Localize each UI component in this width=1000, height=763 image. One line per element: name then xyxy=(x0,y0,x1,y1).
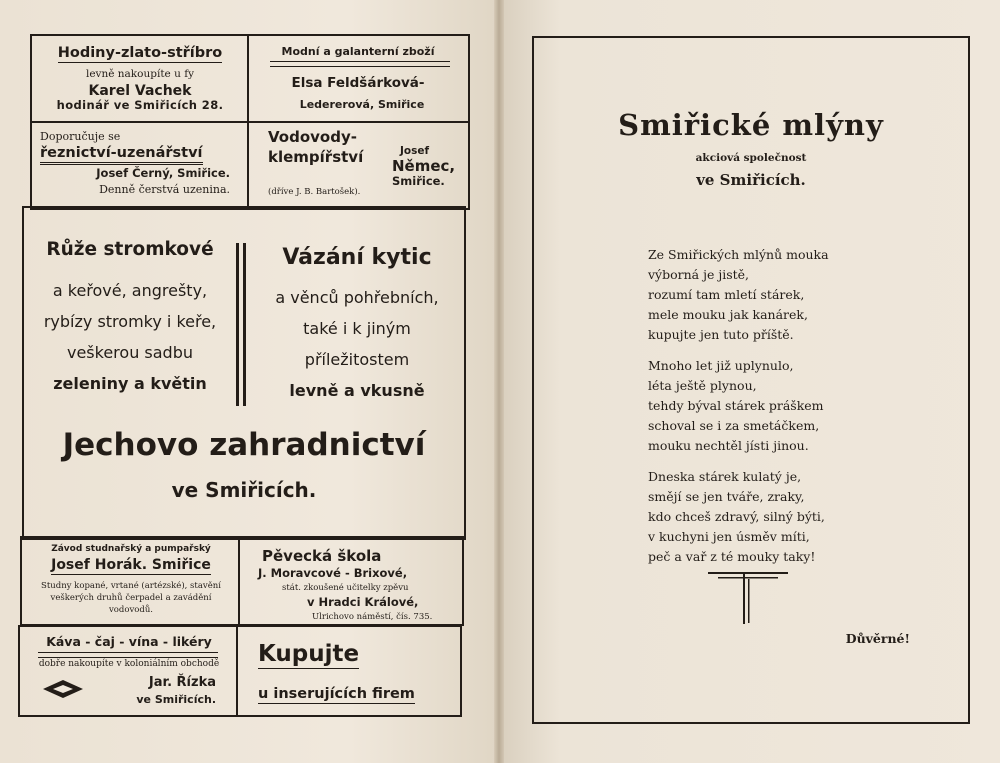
poem-stanza-2 xyxy=(648,356,908,456)
poem-line: tehdy býval stárek práškem xyxy=(648,398,824,413)
ad-kupujte-line: u inserujících firem xyxy=(258,686,415,702)
ad-horak-line3: vodovodů. xyxy=(108,605,153,615)
poem-line: smějí se jen tváře, zraky, xyxy=(648,489,805,504)
ad-brixova-heading: Pěvecká škola xyxy=(262,547,382,565)
ad-jech-right-line1: a věnců pohřebních, xyxy=(275,288,439,307)
ad-rizka-name: Jar. Řízka xyxy=(148,675,216,690)
ad-cerny-heading: řeznictví-uzenářství xyxy=(40,146,203,161)
ad-jech-left-line4: zeleniny a květin xyxy=(53,374,207,393)
ad-jech-right-heading: Vázání kytic xyxy=(282,245,432,270)
ad-horak-line1: Studny kopané, vrtané (artézské), stavění xyxy=(41,581,221,591)
ad-nemec-heading-line2: klempířství xyxy=(268,148,364,166)
poem-line: rozumí tam mletí stárek, xyxy=(648,287,805,302)
ad-nemec-former: (dříve J. B. Bartošek). xyxy=(268,187,361,197)
ad-cerny-intro: Doporučuje se xyxy=(40,130,121,143)
poem-line: kdo chceš zdravý, silný býti, xyxy=(648,509,825,524)
top-ads-divider-horizontal xyxy=(30,121,468,123)
ad-brixova-address: Ulrichovo náměstí, čís. 735. xyxy=(312,612,433,622)
ad-feldsarkova-line2: Ledererová, Smiřice xyxy=(299,98,425,111)
poem-line: Ze Smiřických mlýnů mouka xyxy=(648,247,829,262)
t-ornament-icon xyxy=(708,570,788,626)
mill-poem xyxy=(648,245,908,578)
poem-line: Dneska stárek kulatý je, xyxy=(648,469,802,484)
ad-rizka-heading: Káva - čaj - vína - likéry xyxy=(46,634,212,649)
poem-line: v kuchyni jen úsměv míti, xyxy=(648,529,810,544)
poem-line: mouku nechtěl jísti jinou. xyxy=(648,438,809,453)
ad-jech-left-line1: a keřové, angrešty, xyxy=(52,281,208,300)
ad-brixova-name: J. Moravcové - Brixové, xyxy=(258,566,408,580)
poem-line: výborná je jistě, xyxy=(648,267,750,282)
ad-feldsarkova-rule xyxy=(270,61,450,67)
middle-ads-divider xyxy=(238,536,240,624)
ad-brixova-city: v Hradci Králové, xyxy=(307,595,419,609)
ad-brixova-line1: stát. zkoušené učitelky zpěvu xyxy=(282,583,409,593)
ad-jech-left-line2: rybízy stromky i keře, xyxy=(43,312,217,331)
mill-title: Smiřické mlýny xyxy=(618,108,884,142)
bottom-ads-divider xyxy=(236,625,238,715)
ad-vachek-line2: hodinář ve Smiřicích 28. xyxy=(56,98,224,112)
book-gutter xyxy=(494,0,504,763)
ad-feldsarkova-heading: Modní a galanterní zboží xyxy=(281,45,435,58)
ad-jech-divider-bar-2 xyxy=(243,243,246,406)
ad-rizka-town: ve Smiřicích. xyxy=(136,693,216,706)
ad-jech-divider-bar-1 xyxy=(236,243,239,406)
poem-line: Mnoho let již uplynulo, xyxy=(648,358,794,373)
diamond-logo-icon xyxy=(42,679,84,699)
ad-nemec-town: Smiřice. xyxy=(392,174,445,188)
poem-line: mele mouku jak kanárek, xyxy=(648,307,808,322)
ad-vachek-name: Karel Vachek xyxy=(88,83,192,99)
mill-subtitle: akciová společnost xyxy=(695,152,807,164)
ad-jech-right-line4: levně a vkusně xyxy=(289,381,425,400)
mill-closing: Důvěrné! xyxy=(845,631,910,646)
ad-rizka-line1: dobře nakoupíte v koloniálním obchodě xyxy=(38,659,220,669)
poem-line: peč a vař z té mouky taky! xyxy=(648,549,816,564)
ad-feldsarkova-name: Elsa Feldšárková- xyxy=(291,75,425,91)
ad-kupujte-heading: Kupujte xyxy=(258,641,360,667)
ad-horak-heading: Josef Horák. Smiřice xyxy=(51,557,211,573)
ad-cerny-line2: Denně čerstvá uzenina. xyxy=(99,183,230,196)
ad-vachek-heading: Hodiny-zlato-stříbro xyxy=(57,45,223,61)
ad-jech-right-line2: také i k jiným xyxy=(303,319,411,338)
poem-stanza-1 xyxy=(648,245,908,345)
ad-nemec-heading-line1: Vodovody- xyxy=(268,128,357,146)
ad-rizka-rule xyxy=(38,652,218,658)
ad-jech-right-line3: příležitostem xyxy=(304,350,410,369)
ad-horak-line2: veškerých druhů čerpadel a zavádění xyxy=(50,593,212,603)
poem-line: léta ještě plynou, xyxy=(648,378,757,393)
ad-nemec-surname: Němec, xyxy=(392,157,456,175)
ad-jech-left-line3: veškerou sadbu xyxy=(66,343,194,362)
ad-nemec-first-name: Josef xyxy=(400,145,430,157)
ad-jech-subtitle: ve Smiřicích. xyxy=(171,478,317,502)
mill-place: ve Smiřicích. xyxy=(696,171,806,189)
ad-jech-title: Jechovo zahradnictví xyxy=(62,427,426,463)
ad-horak-intro: Závod studnařský a pumpařský xyxy=(51,544,211,554)
poem-line: kupujte jen tuto příště. xyxy=(648,327,794,342)
poem-line: schoval se i za smetáčkem, xyxy=(648,418,820,433)
ad-vachek-line1: levně nakoupíte u fy xyxy=(85,68,195,80)
poem-stanza-3 xyxy=(648,467,908,567)
ad-cerny-name: Josef Černý, Smiřice. xyxy=(96,166,230,180)
ad-jech-left-heading: Růže stromkové xyxy=(46,239,214,260)
